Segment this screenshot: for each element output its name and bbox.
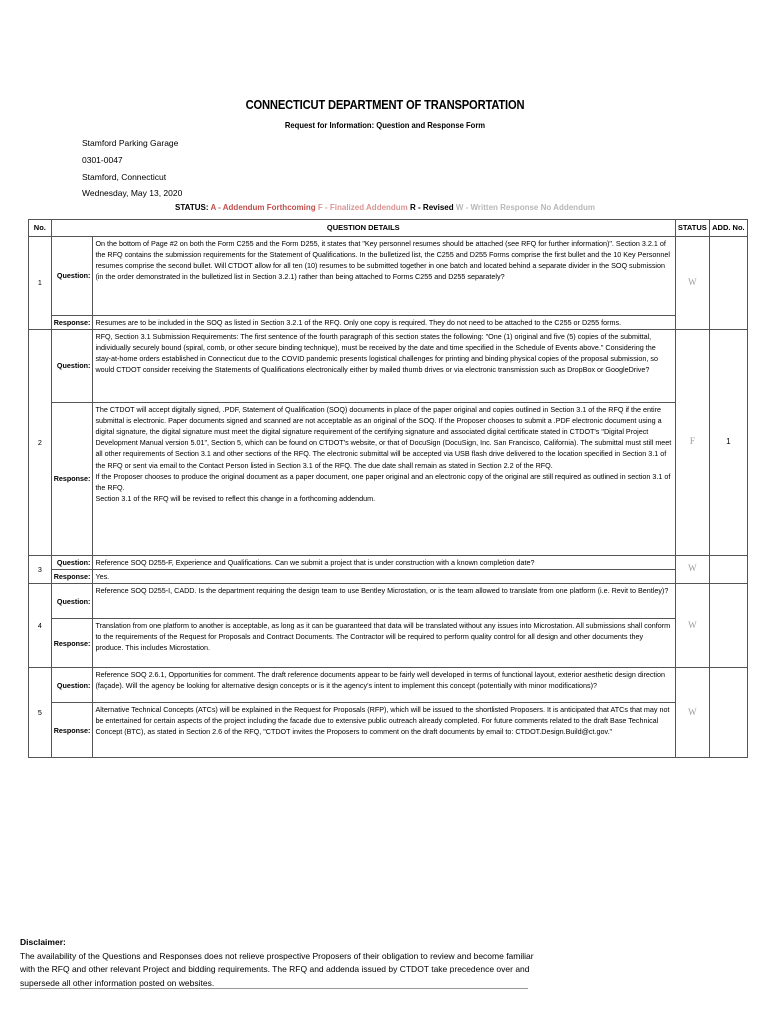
status-value: W	[675, 236, 709, 329]
table-row	[29, 315, 748, 329]
col-status-header: STATUS	[675, 220, 709, 237]
response-label: Response:	[51, 315, 93, 329]
col-no-header: No.	[29, 220, 52, 237]
disclaimer-text: The availability of the Questions and Responses does not relieve prospective Proposers of their obligation to review and become familiar with the RFQ and other relevant Project and bidding requirements. The RFQ and addenda issued by CTDOT take precedence over and supersede all other information posted on websites.	[20, 950, 534, 988]
response-label: Response:	[51, 569, 93, 583]
question-text: Reference SOQ 2.6.1, Opportunities for comment. The draft reference documents appear to be fairly well developed in terms of functional layout, exterior aesthetic design direction (façade). Will the agency be looking for alternative design concepts or is it the agency's intent to implement this concept (potentially with minor modifications)?	[93, 668, 675, 703]
disclaimer	[20, 936, 540, 990]
response-text: If the Proposer chooses to produce the original document as a paper document, one paper original and an electronic copy of the original are still required as outlined in section 3.1 of the RFQ.	[95, 471, 671, 492]
table-row	[29, 703, 748, 758]
status-value: W	[675, 668, 709, 758]
question-label: Question:	[51, 584, 93, 619]
qa-table	[28, 219, 748, 758]
form-subtitle: Request for Information: Question and Response Form	[284, 120, 486, 130]
status-legend	[0, 203, 770, 212]
row-number: 1	[29, 236, 52, 329]
response-text: Resumes are to be included in the SOQ as listed in Section 3.2.1 of the RFQ. Only one copy is required. They do not need to be attached to the C255 or D255 forms.	[93, 315, 675, 329]
response-text: The CTDOT will accept digitally signed, .PDF, Statement of Qualification (SOQ) documents in place of the paper original and copies outlined in Section 3.1 of the RFQ if the entire submittal is electronic. Paper documents signed and scanned are not acceptable as an original of the SOQ. If the Proposer chooses to submit a .PDF electronic document using a digital signature, the digital signature must meet the digital signature requirement of the certifying signature and associated digital certificate stated in CTDOT's "Digital Project Development Manual version 5.01", Section 5, which can be found on CTDOT's website, or that of DocuSign (DocuSign, Inc. San Francisco, California). The submittal must still meet all other requirements of Section 3.1 and other sections of the RFQ. The electronic submittal will be accepted via USB flash drive delivered to the location specified in Section 3.1 of the RFQ or sent via email to the Contact Person listed in Section 3.1 of the RFQ. The due date shall remain as stated in Section 2.2 of the RFQ.	[95, 404, 672, 470]
addendum-number: 1	[709, 329, 747, 555]
status-value: F	[675, 329, 709, 555]
row-number: 5	[29, 668, 52, 758]
response-text: Section 3.1 of the RFQ will be revised to reflect this change in a forthcoming addendum.	[95, 494, 376, 504]
question-text: Reference SOQ D255-I, CADD. Is the department requiring the design team to use Bentley Microstation, or is the team allowed to translate from one platform (i.e. Revit to Bentley)?	[93, 584, 675, 619]
question-label: Question:	[51, 668, 93, 703]
table-row	[29, 619, 748, 668]
question-label: Question:	[51, 329, 93, 402]
question-text: On the bottom of Page #2 on both the Form C255 and the Form D255, it states that "Key personnel resumes should be attached (see RFQ for further information)". Section 3.2.1 of the RFQ contains the submission requirements for the Statement of Qualifications. In the bulletized list, the C255 and D255 Forms comprise the first bullet and the 10 Key Personnel resumes comprise the second bullet. Will CTDOT allow for all ten (10) resumes to be submitted together in one batch and located behind a separate divider in the SOQ submission (in the order demonstrated in the bulletized list in Section 3.2.1) rather than being attached to Forms C255 and D255 separately?	[93, 236, 675, 315]
response-text: Translation from one platform to another is acceptable, as long as it can be guaranteed that data will be translated without any issues into Microstation. All submissions shall conform to the requirements of the Request for Proposals and Contract Documents. The Contractor will be required to perform quality control for all design and other documents they produce. This includes Microstation.	[93, 619, 675, 668]
table-row	[29, 569, 748, 583]
response-text: Alternative Technical Concepts (ATCs) will be explained in the Request for Proposals (RFP), which will be issued to the shortlisted Proposers. It is anticipated that ATCs that may not be entertained for certain aspects of the project including the facade due to extensive public outreach already completed. For future comments related to the draft Base Technical Concept (BTC), as stated in Section 2.6 of the RFQ, "CTDOT invites the Proposers to comment on the draft documents by email to: CTDOT.Design.Build@ct.gov."	[93, 703, 675, 758]
project-no-value: 0301-0047	[82, 155, 123, 165]
table-row	[29, 668, 748, 703]
table-row	[29, 402, 748, 555]
row-number: 3	[29, 555, 52, 583]
page-title: CONNECTICUT DEPARTMENT OF TRANSPORTATION	[245, 97, 525, 112]
addendum-number	[709, 584, 747, 668]
project-name-value: Stamford Parking Garage	[82, 138, 179, 148]
response-cell	[93, 402, 675, 555]
disclaimer-title: Disclaimer:	[20, 937, 66, 947]
question-text: Reference SOQ D255-F, Experience and Qualifications. Can we submit a project that is under construction with a known completion date?	[93, 555, 675, 569]
status-legend-w: W - Written Response No Addendum	[455, 203, 595, 212]
town-value: Stamford, Connecticut	[82, 172, 167, 182]
table-header-row	[29, 220, 748, 237]
status-legend-r: R - Revised	[410, 203, 454, 212]
response-text: Yes.	[93, 569, 675, 583]
status-value: W	[675, 584, 709, 668]
addendum-number	[709, 668, 747, 758]
status-legend-a: A - Addendum Forthcoming	[210, 203, 316, 212]
response-label: Response:	[51, 619, 93, 668]
response-label: Response:	[51, 402, 93, 555]
status-value: W	[675, 555, 709, 583]
question-label: Question:	[51, 555, 93, 569]
date-value: Wednesday, May 13, 2020	[82, 188, 183, 198]
question-text: RFQ, Section 3.1 Submission Requirements: The first sentence of the fourth paragraph of this section states the following: "One (1) original and five (5) copies of the submittal, individually securely bound (spiral, comb, or other secure binding technique), must be received by the date and time specified in the Schedule of Events above." Considering the stay-at-home orders established in Connecticut due to the COVID pandemic presents logistical challenges for printing and binding physical copies of the proposal submission, so would CTDOT consider receiving the Statements of Qualifications electronically either by mailed thumb drives or via electronic transmission such as DropBox or GoogleDrive?	[93, 329, 675, 402]
col-add-header: ADD. No.	[709, 220, 747, 237]
addendum-number	[709, 236, 747, 329]
status-legend-prefix: STATUS:	[175, 203, 209, 212]
status-legend-f: F - Finalized Addendum	[317, 203, 408, 212]
row-number: 2	[29, 329, 52, 555]
response-label: Response:	[51, 703, 93, 758]
table-row	[29, 584, 748, 619]
table-row	[29, 236, 748, 315]
table-row	[29, 329, 748, 402]
col-details-header: QUESTION DETAILS	[51, 220, 675, 237]
disclaimer-divider	[20, 988, 528, 989]
table-row	[29, 555, 748, 569]
addendum-number	[709, 555, 747, 583]
row-number: 4	[29, 584, 52, 668]
question-label: Question:	[51, 236, 93, 315]
